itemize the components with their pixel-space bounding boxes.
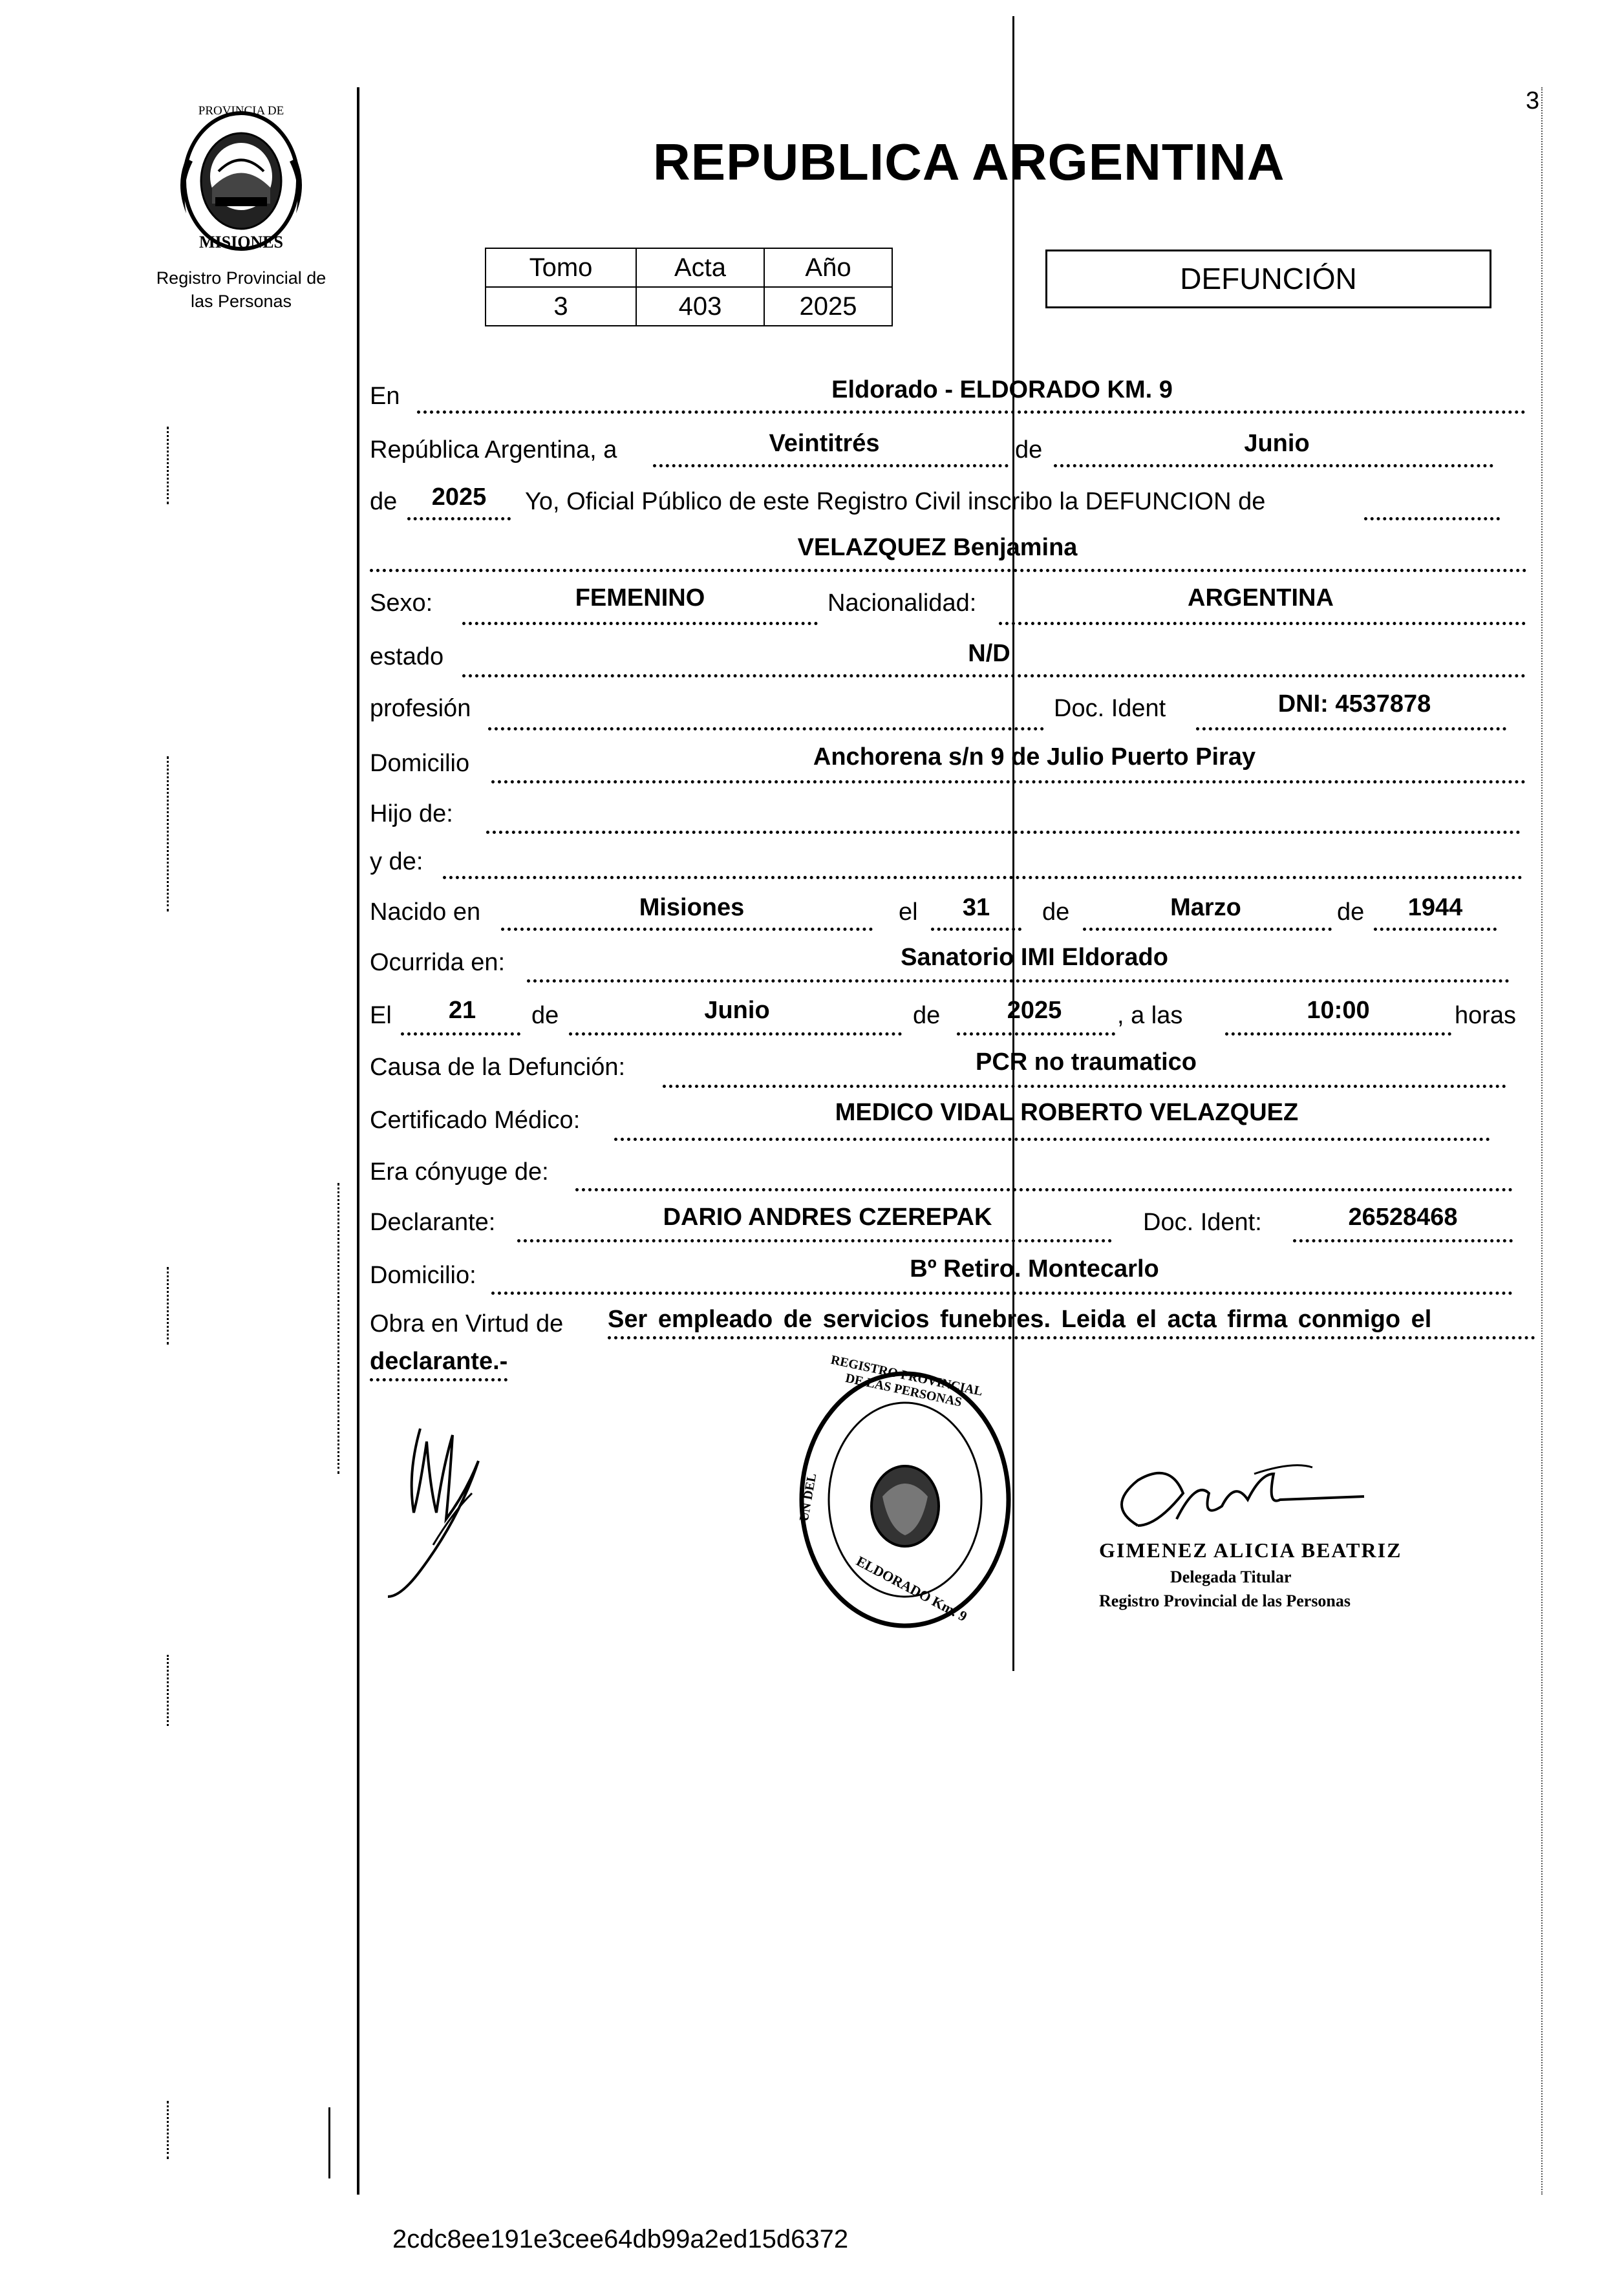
field-def-dia: 21 (448, 997, 476, 1024)
field-anio: 2025 (431, 484, 487, 511)
dotted-line (488, 727, 1044, 730)
dotted-line (491, 780, 1526, 783)
dotted-line (417, 410, 1526, 414)
label-el: el (899, 899, 918, 926)
dotted-line (443, 876, 1522, 879)
label-profesion: profesión (370, 695, 471, 722)
dotted-line (462, 674, 1526, 677)
label-causa: Causa de la Defunción: (370, 1054, 626, 1081)
act-type-box: DEFUNCIÓN (1045, 250, 1491, 308)
label-obra: Obra en Virtud de (370, 1310, 564, 1337)
label-hijo-de: Hijo de: (370, 800, 453, 827)
label-declarante: Declarante: (370, 1209, 496, 1236)
stamp-ring-left: UN DEL (796, 1472, 820, 1523)
field-certificado: MEDICO VIDAL ROBERTO VELAZQUEZ (835, 1099, 1299, 1126)
field-hora: 10:00 (1307, 997, 1370, 1024)
field-declarante-doc: 26528468 (1348, 1204, 1458, 1231)
dotted-line (569, 1032, 902, 1036)
dotted-line (370, 569, 1527, 572)
field-domicilio: Anchorena s/n 9 de Julio Puerto Piray (813, 743, 1256, 771)
dotted-line (1225, 1032, 1451, 1036)
scan-marks (328, 2107, 330, 2178)
dotted-line (1293, 1239, 1513, 1242)
field-causa: PCR no traumatico (975, 1049, 1197, 1076)
value-tomo: 3 (486, 287, 636, 326)
registry-stamp (792, 1352, 1018, 1645)
dotted-line (931, 928, 1021, 931)
scan-marks (167, 1267, 169, 1345)
label-de: de (1015, 436, 1043, 463)
dotted-line (1196, 727, 1506, 730)
label-horas: horas (1455, 1002, 1517, 1029)
field-nacido-dia: 31 (962, 894, 990, 921)
label-domicilio: Domicilio (370, 750, 470, 777)
label-estado: estado (370, 643, 444, 670)
dotted-line (999, 622, 1526, 625)
field-def-mes: Junio (704, 997, 770, 1024)
field-nacionalidad: ARGENTINA (1188, 584, 1334, 612)
field-obra-line-2: declarante.- (370, 1348, 508, 1381)
scan-marks (167, 427, 169, 504)
declarant-signature (381, 1416, 511, 1603)
label-doc-ident-declarante: Doc. Ident: (1143, 1209, 1262, 1236)
province-seal (167, 100, 315, 255)
dotted-line (401, 1032, 520, 1036)
seal-top-text: PROVINCIA DE (198, 104, 284, 118)
value-acta: 403 (636, 287, 764, 326)
issuer-line-2: las Personas (190, 292, 292, 311)
dotted-line (957, 1032, 1115, 1036)
header-tomo: Tomo (486, 248, 636, 287)
acta-table-values (486, 287, 892, 326)
field-dni: DNI: 4537878 (1277, 690, 1431, 718)
field-fallecido: VELAZQUEZ Benjamina (797, 534, 1078, 561)
dotted-line (462, 622, 818, 625)
field-dia-letras: Veintitrés (769, 430, 880, 457)
dotted-line (1374, 928, 1497, 931)
label-de: de (370, 488, 398, 515)
label-de: de (1337, 899, 1365, 926)
field-def-anio: 2025 (1007, 997, 1062, 1024)
dotted-line (614, 1138, 1490, 1141)
label-ocurrida-en: Ocurrida en: (370, 949, 506, 976)
scan-marks (167, 1655, 169, 1726)
page-title: REPUBLICA ARGENTINA (653, 133, 1285, 191)
dotted-line (517, 1239, 1112, 1242)
dotted-line (653, 464, 1009, 467)
scan-marks (167, 2101, 169, 2159)
field-estado: N/D (968, 640, 1010, 667)
label-de: de (531, 1002, 559, 1029)
official-name: GIMENEZ ALICIA BEATRIZ (1099, 1538, 1402, 1562)
stamp-ring-text: REGISTRO PROVINCIAL DE LAS PERSONAS (829, 1352, 984, 1410)
issuer-label (141, 266, 341, 313)
seal-bottom-text: MISIONES (198, 233, 284, 251)
scan-marks (167, 756, 169, 911)
right-margin-rule (1541, 87, 1543, 2195)
label-conyuge: Era cónyuge de: (370, 1158, 549, 1186)
field-ocurrida: Sanatorio IMI Eldorado (901, 944, 1168, 971)
field-obra-line-1: Ser empleado de servicios funebres. Leida el acta firma conmigo el (608, 1306, 1535, 1339)
official-role: Delegada Titular (1170, 1568, 1292, 1586)
field-declarante: DARIO ANDRES CZEREPAK (663, 1204, 992, 1231)
dotted-line (1083, 928, 1332, 931)
dotted-line (575, 1188, 1513, 1191)
label-yo-oficial: Yo, Oficial Público de este Registro Civil inscribo la DEFUNCION de (525, 488, 1266, 515)
label-doc-ident: Doc. Ident (1054, 695, 1166, 722)
label-y-de: y de: (370, 848, 423, 875)
page-number: 3 (1526, 87, 1540, 114)
dotted-line (491, 1292, 1513, 1295)
label-sexo: Sexo: (370, 590, 433, 617)
label-de: de (1042, 899, 1070, 926)
header-acta: Acta (636, 248, 764, 287)
dotted-line (407, 517, 511, 520)
field-declarante-domicilio: Bº Retiro. Montecarlo (910, 1255, 1159, 1283)
acta-table-header (486, 248, 892, 287)
scan-marks (337, 1183, 339, 1474)
label-de: de (913, 1002, 941, 1029)
margin-rule (357, 87, 359, 2195)
field-sexo: FEMENINO (575, 584, 705, 612)
value-anio: 2025 (764, 287, 892, 326)
official-org: Registro Provincial de las Personas (1099, 1591, 1351, 1610)
field-nacido-lugar: Misiones (639, 894, 745, 921)
label-el-upper: El (370, 1002, 392, 1029)
field-mes: Junio (1244, 430, 1310, 457)
acta-table (485, 248, 893, 326)
dotted-line (1364, 517, 1500, 520)
dotted-line (663, 1085, 1506, 1088)
label-en: En (370, 383, 400, 410)
stamp-office: ELDORADO Km. 9 (853, 1552, 970, 1625)
label-certificado: Certificado Médico: (370, 1107, 581, 1134)
document-hash: 2cdc8ee191e3cee64db99a2ed15d6372 (392, 2225, 849, 2253)
dotted-line (527, 979, 1510, 983)
label-nacionalidad: Nacionalidad: (828, 590, 977, 617)
label-republica: República Argentina, a (370, 436, 617, 463)
label-nacido-en: Nacido en (370, 899, 481, 926)
field-lugar: Eldorado - ELDORADO KM. 9 (831, 376, 1173, 403)
header-anio: Año (764, 248, 892, 287)
label-a-las: , a las (1117, 1002, 1183, 1029)
official-signature (1099, 1454, 1396, 1538)
dotted-line (486, 831, 1521, 834)
dotted-line (1054, 464, 1493, 467)
issuer-line-1: Registro Provincial de (156, 268, 326, 288)
label-domicilio-declarante: Domicilio: (370, 1262, 476, 1289)
field-nacido-anio: 1944 (1407, 894, 1463, 921)
dotted-line (501, 928, 873, 931)
field-nacido-mes: Marzo (1170, 894, 1241, 921)
